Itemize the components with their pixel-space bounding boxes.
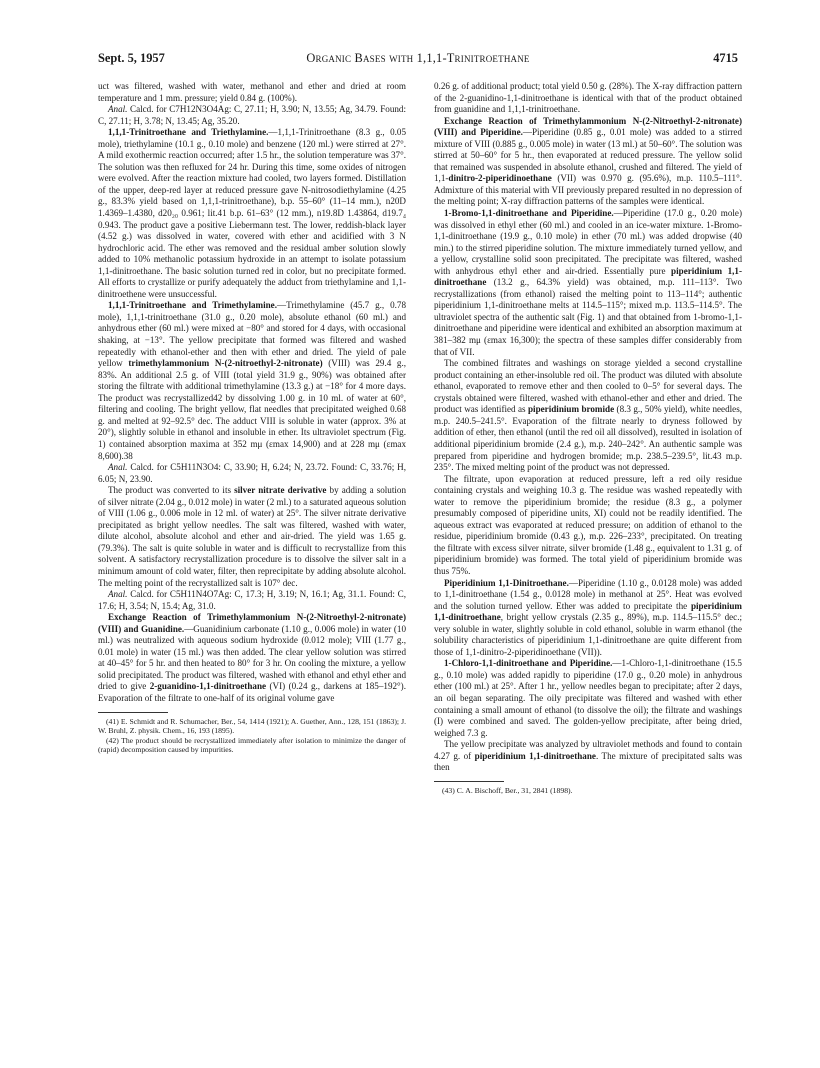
analysis-paragraph bbox=[98, 104, 406, 127]
paragraph-text: —Piperidine (17.0 g., 0.20 mole) was dissolved in ethyl ether (60 ml.) and cooled in an ice-water mixture. 1-Bromo-1,1-dinitroethane (19.9 g., 0.10 mole) in ether (70 ml.) was added dropwise (40 min.) to the stirred piperidine solution. The mixture immediately turned yellow, and a yellow, crystalline solid soon precipitated. The precipitate was filtered, washed with anhydrous ethyl ether and air-dried. Essentially pure bbox=[434, 208, 742, 276]
analysis-label: Anal. bbox=[108, 104, 128, 115]
compound-name: silver nitrate derivative bbox=[234, 485, 327, 496]
paragraph bbox=[434, 739, 742, 774]
footnote: (41) E. Schmidt and R. Schumacher, Ber., 54, 1414 (1921); A. Guether, Ann., 128, 151 (1863); J. W. Bruhl, Z. physik. Chem., 16, 193 (1895). bbox=[98, 716, 406, 736]
paragraph-text: The product was converted to its bbox=[108, 485, 235, 496]
paragraph-text: —Piperidine (0.85 g., 0.01 mole) was added to a stirred mixture of VIII (0.885 g., 0.005 mole) in water (13 ml.) at 50–60°. The solution was stirred at 50–60° for 5 hr., then evaporated at reduced pressure. The yellow solid that remained was suspended in absolute ethanol, crushed and filtered. The yield of 1,1- bbox=[434, 127, 743, 184]
paragraph-text: (13.2 g., 64.3% yield) was obtained, m.p. 111–113°. Two recrystallizations (from ethanol) raised the melting point to 113–114°; authentic piperidinium 1,1-dinitroethane melts at 114.5–115°; mixed m.p. 113.5–114.5°. The ultraviolet spectra of the authentic salt (Fig. 1) and that obtained from 1-bromo-1,1-dinitroethane and piperidine were identical and exhibited an absorption maximum at 381–382 mμ (εmax 16,300); the spectra of these samples differ considerably from that of VII. bbox=[434, 277, 742, 357]
analysis-text: Calcd. for C5H11N4O7Ag: C, 17.3; H, 3.19; N, 16.1; Ag, 31.1. Found: C, 17.6; H, 3.54; N, 15.4; Ag, 31.0. bbox=[98, 589, 406, 611]
paragraph-text: (VIII) was 29.4 g., 83%. An additional 2.5 g. of VIII (total yield 31.9 g., 90%) was obtained after storing the filtrate with additional trimethylamine (13.3 g.) at −18° for 4 more days. The product was recrystallized42 by dissolving 1.00 g. in 10 ml. of water at 60°, filtering and cooling. The bright yellow, flat needles that precipitated weighed 0.68 g. and melted at 92–92.5° dec. The adduct VIII is soluble in water (approx. 3% at 20°), slightly soluble in ethanol and insoluble in ether. Its ultraviolet spectrum (Fig. 1) contained absorption maxima at 352 mμ (εmax 14,900) and at 228 mμ (εmax 8,600).38 bbox=[98, 358, 406, 461]
paragraph: uct was filtered, washed with water, methanol and ether and dried at room temperature and 1 mm. pressure; yield 0.84 g. (100%). bbox=[98, 81, 406, 103]
footnote: (42) The product should be recrystallized immediately after isolation to minimize the danger of (rapid) decomposition caused by impurities. bbox=[98, 735, 406, 755]
experiment-paragraph bbox=[434, 578, 742, 659]
running-head bbox=[98, 50, 738, 66]
paragraph-text: (VII) was 0.970 g. (95.6%), m.p. 110.5–111°. Admixture of this material with VII previously prepared resulted in no depression of the melting point; X-ray diffraction patterns of the samples were identical. bbox=[434, 173, 742, 207]
compound-name: dinitro-2-piperidinoethane bbox=[448, 173, 552, 184]
section-heading: 1,1,1-Trinitroethane and Triethylamine. bbox=[108, 127, 269, 138]
left-column bbox=[98, 81, 406, 755]
section-heading: 1,1,1-Trinitroethane and Trimethylamine. bbox=[108, 300, 277, 311]
paragraph-text: The combined filtrates and washings on storage yielded a second crystalline product containing an ether-insoluble red oil. The product was diluted with absolute ethanol, evaporated to remove ether and then cooled to 0–5° for several days. The crystals obtained were filtered, washed with ethanol-ether and ether and dried. The product was identified as bbox=[434, 358, 742, 415]
header-page-number: 4715 bbox=[713, 51, 738, 65]
analysis-paragraph bbox=[98, 462, 406, 485]
experiment-paragraph bbox=[434, 658, 742, 739]
header-title: Organic Bases with 1,1,1-Trinitroethane bbox=[306, 51, 530, 65]
paragraph-text: The yellow precipitate was analyzed by ultraviolet methods and found to contain 4.27 g. of bbox=[434, 739, 742, 761]
paragraph: The filtrate, upon evaporation at reduced pressure, left a red oily residue containing crystals and weighing 10.3 g. The residue was washed repeatedly with water to remove the piperidinium bromide; the residue (8.3 g., a polymer presumably composed of piperidine units, XI) could not be readily identified. The aqueous extract was evaporated at reduced pressure; on addition of ethanol to the residue, piperidinium bromide (0.43 g.), m.p. 226–233°, precipitated. On treating the filtrate with excess silver nitrate, silver bromide (1.48 g., equivalent to 1.31 g. of piperidinium bromide) was formed. The total yield of piperidinium bromide was thus 75%. bbox=[434, 473, 742, 576]
analysis-paragraph bbox=[98, 589, 406, 612]
paragraph bbox=[434, 358, 742, 473]
section-heading: Exchange Reaction of Trimethylammonium N-(2-Nitroethyl-2-nitronate) (VIII) and Guanidine. bbox=[98, 612, 406, 634]
paragraph-text: —1-Chloro-1,1-dinitroethane (15.5 g., 0.10 mole) was added rapidly to piperidine (17.0 g., 0.20 mole) in anhydrous ether (100 ml.) at 25°. After 1 hr., yellow needles began to precipitate; after 2 days, an oil began separating. The oily precipitate was filtered and washed with ether containing a small amount of ethanol (to dissolve the oil); the filtrate and washings (I) were combined and saved. The golden-yellow precipitate, after being dried, weighed 7.3 g. bbox=[434, 658, 742, 738]
right-column bbox=[434, 81, 742, 795]
paragraph-text: by adding a solution of silver nitrate (2.04 g., 0.012 mole) in water (2 ml.) to a saturated aqueous solution of VIII (1.06 g., 0.006 mole in 12 ml. of water) at 25°. The silver nitrate derivative precipitated as bright yellow needles. The salt was filtered, washed with water, dilute alcohol, absolute alcohol and ether and air-dried. The yield was 1.65 g. (79.3%). The salt is quite soluble in water and is difficult to recrystallize from this solvent. A satisfactory recrystallization procedure is to dissolve the silver salt in a minimum amount of cold water, filter, then reprecipitate by adding absolute alcohol. The melting point of the recrystallized salt is 107° dec. bbox=[98, 485, 406, 588]
compound-name: 2-guanidino-1,1-dinitroethane bbox=[149, 681, 267, 692]
section-heading: Exchange Reaction of Trimethylammonium N-(2-Nitroethyl-2-nitronate) (VIII) and Piperidine. bbox=[434, 115, 742, 138]
footnote: (43) C. A. Bischoff, Ber., 31, 2841 (1898). bbox=[442, 785, 573, 795]
section-heading: Piperidinium 1,1-Dinitroethane. bbox=[444, 577, 569, 588]
header-date: Sept. 5, 1957 bbox=[98, 51, 165, 65]
analysis-text: Calcd. for C5H11N3O4: C, 33.90; H, 6.24; N, 23.72. Found: C, 33.76; H, 6.05; N, 23.90. bbox=[98, 462, 406, 484]
footnote-rule bbox=[434, 781, 504, 782]
paragraph bbox=[98, 485, 406, 589]
analysis-label: Anal. bbox=[108, 462, 128, 473]
paragraph-text: (8.3 g., 50% yield), white needles, m.p. 240.5–241.5°. Evaporation of the filtrate nearly to dryness followed by addition of ether, then ethanol (until the red oil all dissolved), resulted in isolation of additional piperidinium bromide (2.4 g.), m.p. 240–242°. An authentic sample was prepared from piperidine and hydrogen bromide; m.p. 238.5–239.5°, lit.43 m.p. 235°. The mixed melting point of the product was not depressed. bbox=[434, 404, 743, 473]
paragraph-text: —1,1,1-Trinitroethane (8.3 g., 0.05 mole), triethylamine (10.1 g., 0.10 mole) and benzene (120 ml.) were stirred at 27°. A mild exothermic reaction occurred; after 1.5 hr., the solution temperature was 37°. The solution was then refluxed for 24 hr. During this time, some oxides of nitrogen were evolved. After the reaction mixture had cooled, two layers formed. Distillation of the upper, deep-red layer at reduced pressure gave N-nitrosodiethylamine (4.25 g., 83.3% yield based on 1,1,1-trinitroethane), b.p. 55–60° (11–14 mm.), n20D 1.4369–1.4380, d20₂₀ 0.961; lit.41 b.p. 61–63° (12 mm.), n19.8D 1.43864, d19.7₄ 0.943. The product gave a positive Liebermann test. The lower, reddish-black layer (4.52 g.) was dissolved in water, covered with ether and acidified with 3 N hydrochloric acid. The ether was removed and the residual amber solution slowly added to 10% methanolic potassium hydroxide in an attempt to isolate potassium 1,1-dinitroethane. The basic solution turned red in color, but no precipitate formed. All efforts to crystallize or purify adequately the adduct from triethylamine and 1,1-dinitroethene were unsuccessful. bbox=[98, 127, 407, 299]
experiment-paragraph bbox=[434, 208, 742, 358]
section-heading: 1-Bromo-1,1-dinitroethane and Piperidine. bbox=[444, 208, 614, 219]
paragraph-text: (VI) (0.24 g., darkens at 185–192°). Evaporation of the filtrate to one-half of its original volume gave bbox=[98, 681, 406, 703]
compound-name: trimethylammonium N-(2-nitroethyl-2-nitronate) bbox=[128, 358, 323, 369]
compound-name: piperidinium 1,1-dinitroethane bbox=[434, 265, 742, 288]
paragraph-text: —Trimethylamine (45.7 g., 0.78 mole), 1,1,1-trinitroethane (31.0 g., 0.20 mole), absolute ethanol (60 ml.) and anhydrous ether (60 ml.) were mixed at −80° and stored for 4 days, with occasional shaking, at −13°. The yellow precipitate that formed was filtered and washed repeatedly with ethanol-ether and then with ether and dried. The yield of pale yellow bbox=[98, 300, 406, 369]
compound-name: piperidinium 1,1-dinitroethane bbox=[474, 750, 596, 761]
compound-name: piperidinium bromide bbox=[528, 404, 615, 415]
paragraph-text: —Guanidinium carbonate (1.10 g., 0.006 mole) in water (10 ml.) was neutralized with aqueous sodium hydroxide (0.012 mole); VIII (1.77 g., 0.01 mole) in water (15 ml.) was then added. The clear yellow solution was stirred at 40–45° for 5 hr. and then heated to 80° for 3 hr. On cooling the mixture, a yellow solid precipitated. The product was filtered, washed with ethanol and ethyl ether and dried to give bbox=[98, 623, 406, 692]
paragraph-text: —Piperidine (1.10 g., 0.0128 mole) was added to 1,1-dinitroethane (1.54 g., 0.0128 mole) in methanol at 25°. Heat was evolved and the solution turned yellow. Ether was added to precipitate the bbox=[434, 577, 742, 611]
compound-name: piperidinium 1,1-dinitroethane bbox=[434, 600, 742, 623]
paragraph-text: , bright yellow crystals (2.35 g., 89%), m.p. 114.5–115.5° dec.; very soluble in water, slightly soluble in cold ethanol, soluble in warm ethanol (the solubility characteristics of piperidinium 1,1-dinitroethane are quite different from those of 1,1-dinitro-2-piperidinoethane (VII)). bbox=[434, 612, 742, 657]
section-heading: 1-Chloro-1,1-dinitroethane and Piperidine. bbox=[444, 658, 613, 669]
analysis-text: Calcd. for C7H12N3O4Ag: C, 27.11; H, 3.90; N, 13.55; Ag, 34.79. Found: C, 27.11; H, 3.78; N, 13.45; Ag, 35.20. bbox=[98, 104, 406, 126]
analysis-label: Anal. bbox=[108, 589, 128, 600]
experiment-paragraph bbox=[434, 116, 742, 208]
experiment-paragraph bbox=[98, 612, 406, 704]
paragraph: 0.26 g. of additional product; total yield 0.50 g. (28%). The X-ray diffraction pattern of the 2-guanidino-1,1-dinitroethane is identical with that of the product obtained from guanidine and 1,1,1-trinitroethane. bbox=[434, 81, 742, 115]
experiment-paragraph bbox=[98, 127, 406, 300]
experiment-paragraph bbox=[98, 300, 406, 462]
paragraph-text: . The mixture of precipitated salts was then bbox=[434, 750, 742, 773]
footnote-rule bbox=[98, 712, 168, 713]
